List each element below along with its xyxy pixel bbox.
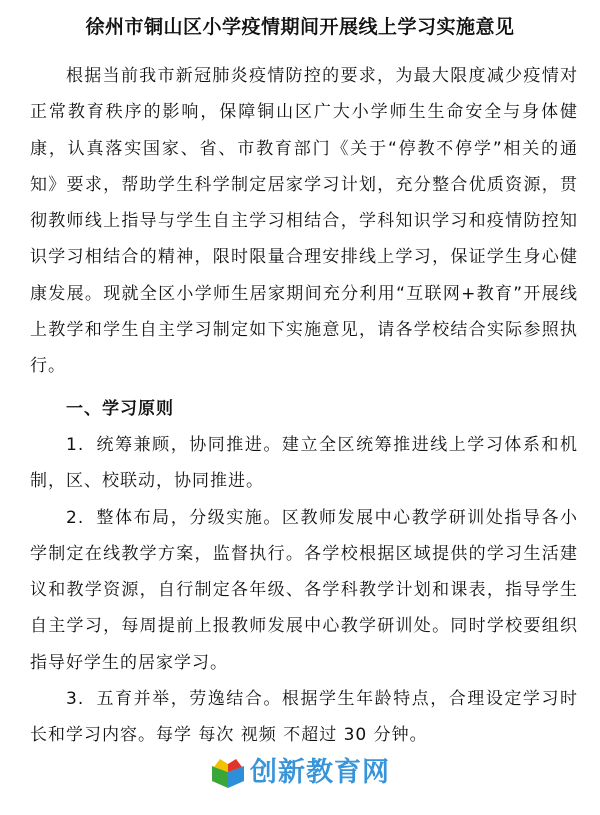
list-item-3 [30,681,578,754]
document-body [30,58,578,754]
book-logo-icon [208,754,248,794]
list-item-number: 3. [66,689,85,710]
document-title: 徐州市铜山区小学疫情期间开展线上学习实施意见 [85,16,515,38]
list-item-2 [30,500,578,681]
intro-paragraph: 根据当前我市新冠肺炎疫情防控的要求，为最大限度减少疫情对正常教育秩序的影响，保障铜山区广大小学师生生命安全与身体健康，认真落实国家、省、市教育部门《关于“停教不停学”相关的通知》要求，帮助学生科学制定居家学习计划，充分整合优质资源，贯彻教师线上指导与学生自主学习相结合，学科知识学习和疫情防控知识学习相结合的精神，限时限量合理安排线上学习，保证学生身心健康发展。现就全区小学师生居家期间充分利用“互联网+教育”开展线上教学和学生自主学习制定如下实施意见，请各学校结合实际参照执行。 [30,66,578,377]
list-item-text: 统筹兼顾，协同推进。建立全区统筹推进线上学习体系和机制，区、校联动，协同推进。 [30,434,578,492]
site-watermark [208,752,418,794]
list-item-1 [30,427,578,500]
list-item-text: 整体布局，分级实施。区教师发展中心教学研训处指导各小学制定在线教学方案，监督执行。各学校根据区域提供的学习生活建议和教学资源，自行制定各年级、各学科教学计划和课表，指导学生自主学习，每周提前上报教师发展中心教学研训处。同时学校要组织指导好学生的居家学习。 [30,507,578,673]
list-item-text: 五育并举，劳逸结合。根据学生年龄特点，合理设定学习时长和学习内容。每学 每次 视频 不超过 30 分钟。 [30,689,578,746]
list-item-number: 1. [66,434,85,455]
section-heading: 一、学习原则 [66,398,174,419]
list-item-number: 2. [66,507,85,528]
watermark-text: 创新教育网 [250,757,390,788]
